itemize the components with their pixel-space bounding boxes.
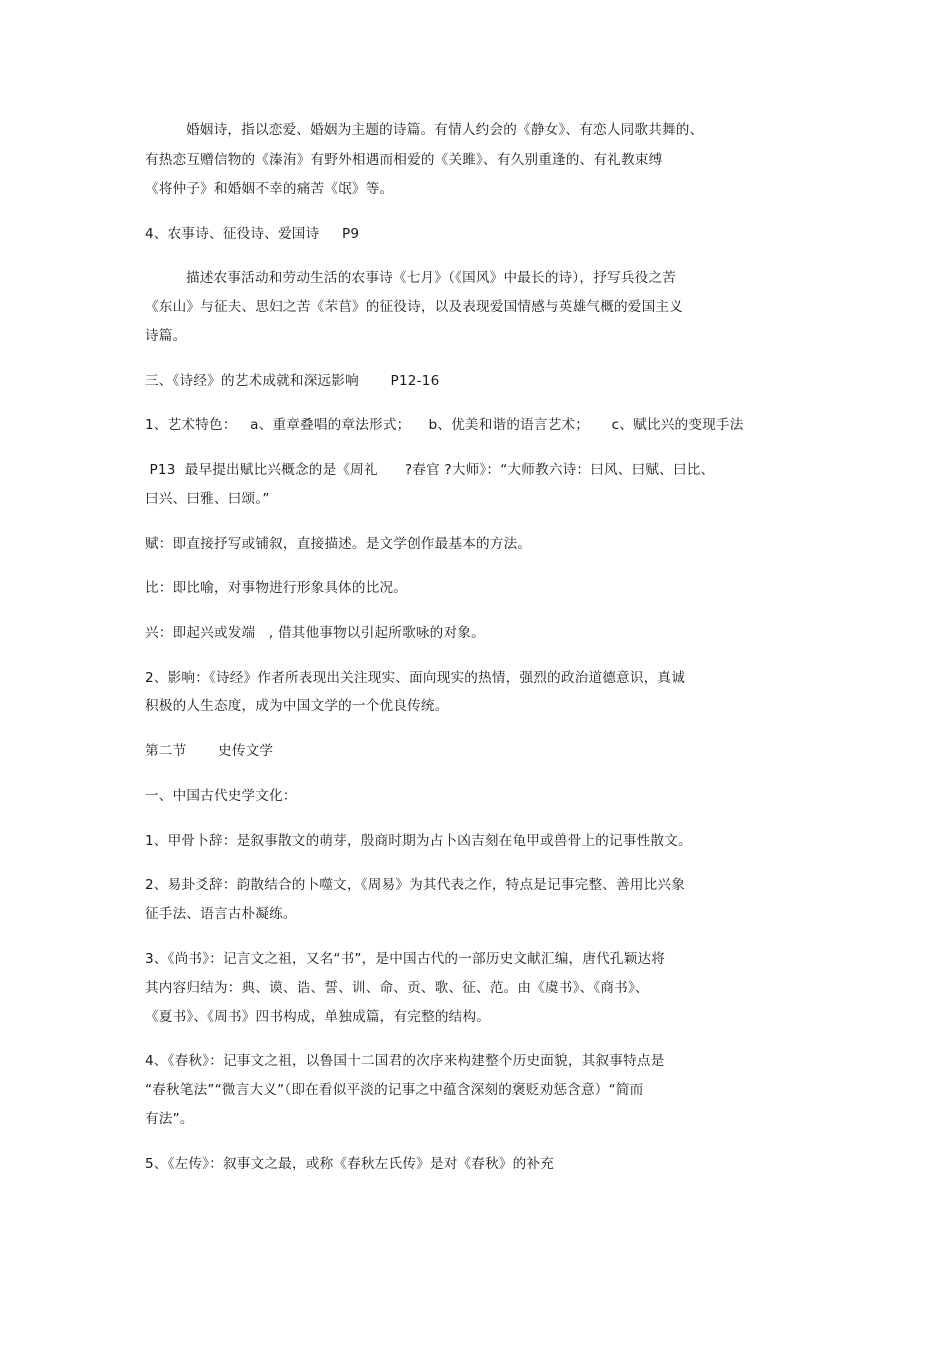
text-line: 有热恋互赠信物的《溱洧》有野外相遇而相爱的《关雎》、有久别重逢的、有礼教束缚 (145, 152, 663, 168)
text-line: 1、艺术特色： a、重章叠唱的章法形式； b、优美和谐的语言艺术； c、赋比兴的变现手法 (145, 417, 744, 433)
text-line: 3、《尚书》：记言文之祖，又名“书”，是中国古代的一部历史文献汇编，唐代孔颖达将 (145, 951, 666, 967)
section-heading: 4、农事诗、征役诗、爱国诗 P9 (145, 226, 360, 242)
text-line: 4、《春秋》：记事文之祖，以鲁国十二国君的次序来构建整个历史面貌，其叙事特点是 (145, 1053, 665, 1069)
text-line: “春秋笔法”“微言大义”（即在看似平淡的记事之中蕴含深刻的褒贬劝惩含意）“简而 (145, 1082, 644, 1098)
text-line: 比：即比喻，对事物进行形象具体的比况。 (145, 580, 408, 596)
text-line: 2、影响：《诗经》作者所表现出关注现实、面向现实的热情，强烈的政治道德意识，真诚 (145, 670, 686, 686)
text-line: 诗篇。 (145, 328, 187, 344)
text-line: 1、甲骨卜辞：是叙事散文的萌芽，殷商时期为占卜凶吉刻在龟甲或兽骨上的记事性散文。 (145, 833, 692, 849)
text-line: 曰兴、曰雅、曰颂。” (145, 491, 270, 507)
text-line: 《将仲子》和婚姻不幸的痛苦《氓》等。 (145, 181, 394, 197)
section-heading: 第二节 史传文学 (145, 743, 274, 759)
text-line: 描述农事活动和劳动生活的农事诗《七月》（《国风》中最长的诗），抒写兵役之苦 (186, 270, 676, 286)
text-line: 有法”。 (145, 1111, 194, 1127)
text-line: 兴：即起兴或发端 , 借其他事物以引起所歌咏的对象。 (145, 625, 485, 641)
text-line: 其内容归结为：典、谟、诰、誓、训、命、贡、歌、征、范。由《虞书》、《商书》、 (145, 980, 649, 996)
text-line: P13 最早提出赋比兴概念的是《周礼 ?春官 ?大师》：“大师教六诗：曰风、曰赋、曰比、 (145, 462, 715, 478)
text-line: 《东山》与征夫、思妇之苦《芣苢》的征役诗，以及表现爱国情感与英雄气概的爱国主义 (145, 299, 683, 315)
text-line: 《夏书》、《周书》四书构成，单独成篇，有完整的结构。 (145, 1009, 491, 1025)
text-line: 婚姻诗，指以恋爱、婚姻为主题的诗篇。有情人约会的《静女》、有恋人同歌共舞的、 (186, 122, 704, 138)
section-heading: 一、中国古代史学文化： (145, 788, 297, 804)
text-line: 5、《左传》：叙事文之最，或称《春秋左氏传》是对《春秋》的补充 (145, 1156, 555, 1172)
text-line: 赋：即直接抒写或铺叙，直接描述。是文学创作最基本的方法。 (145, 536, 532, 552)
section-heading: 三、《诗经》的艺术成就和深远影响 P12-16 (145, 373, 440, 389)
text-line: 征手法、语言古朴凝练。 (145, 906, 297, 922)
text-line: 积极的人生态度，成为中国文学的一个优良传统。 (145, 698, 449, 714)
text-line: 2、易卦爻辞：韵散结合的卜噬文，《周易》为其代表之作，特点是记事完整、善用比兴象 (145, 877, 686, 893)
